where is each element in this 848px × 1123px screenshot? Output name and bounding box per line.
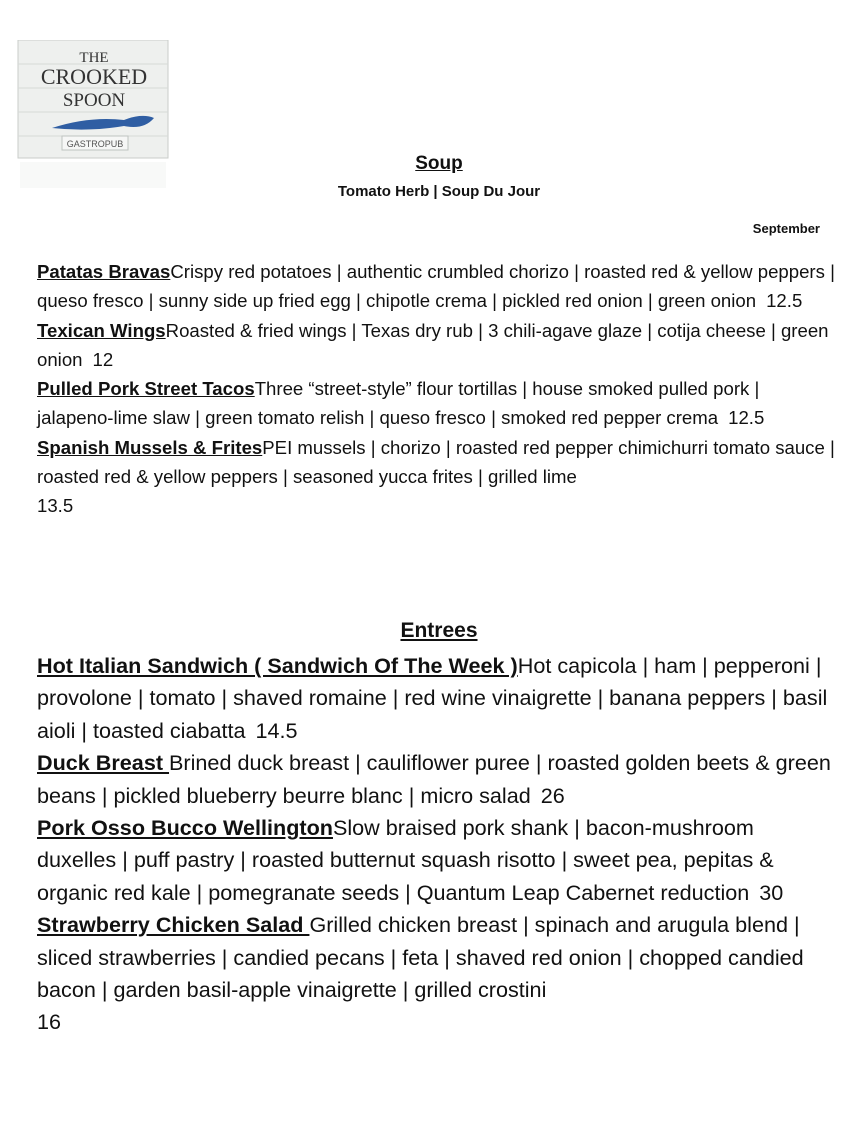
soup-line: Tomato Herb | Soup Du Jour	[337, 183, 541, 200]
item-description: Three “street-style” flour tortillas | house smoked pulled pork | jalapeno-lime slaw | green tomato relish | queso fresco | smoked red pepper crema	[37, 378, 760, 429]
menu-item	[37, 433, 837, 521]
item-name: Texican Wings	[37, 319, 166, 341]
appetizer-list	[37, 257, 837, 521]
item-description: PEI mussels | chorizo | roasted red pepper chimichurri tomato sauce | roasted red & yellow peppers | seasoned yucca frites | grilled lime	[37, 436, 835, 488]
logo-line-1: THE	[79, 50, 109, 66]
item-price: 30	[759, 879, 784, 905]
menu-item	[37, 316, 837, 375]
item-price: 12	[92, 348, 114, 370]
item-description: Grilled chicken breast | spinach and arugula blend | sliced strawberries | candied pecans | feta | shaved red onion | chopped candied bacon | garden basil-apple vinaigrette | grilled crostini	[37, 912, 804, 1003]
menu-month: September	[752, 221, 820, 236]
menu-item	[37, 257, 837, 316]
item-name: Patatas Bravas	[37, 261, 171, 282]
soup-heading: Soup	[415, 153, 463, 174]
menu-item	[37, 650, 837, 747]
item-description: Crispy red potatoes | authentic crumbled chorizo | roasted red & yellow peppers | queso fresco | sunny side up fried egg | chipotle crema | pickled red onion | green onion	[37, 261, 835, 312]
menu-item	[37, 812, 837, 909]
item-price: 14.5	[255, 717, 298, 743]
item-name: Pulled Pork Street Tacos	[37, 378, 255, 400]
item-price: 12.5	[728, 407, 765, 429]
item-description: Roasted & fried wings | Texas dry rub | 3 chili-agave glaze | cotija cheese | green onion	[37, 319, 829, 370]
item-description: Hot capicola | ham | pepperoni | provolone | tomato | shaved romaine | red wine vinaigrette | banana peppers | basil aioli | toasted ciabatta	[37, 653, 828, 743]
item-price: 26	[540, 782, 565, 808]
item-price: 12.5	[766, 290, 803, 312]
item-name: Spanish Mussels & Frites	[37, 436, 263, 458]
logo-line-2: CROOKED	[40, 64, 148, 89]
item-name: Pork Osso Bucco Wellington	[37, 815, 333, 841]
item-name: Strawberry Chicken Salad	[37, 912, 310, 938]
item-price: 13.5	[37, 495, 74, 517]
item-price: 16	[37, 1009, 62, 1035]
item-description: Brined duck breast | cauliflower puree | roasted golden beets & green beans | pickled blueberry beurre blanc | micro salad	[37, 750, 831, 808]
entree-list	[37, 650, 837, 1039]
item-name: Hot Italian Sandwich ( Sandwich Of The Week )	[37, 653, 518, 678]
menu-item	[37, 374, 837, 433]
item-description: Slow braised pork shank | bacon-mushroom duxelles | puff pastry | roasted butternut squash risotto | sweet pea, pepitas & organic red kale | pomegranate seeds | Quantum Leap Cabernet reduction	[37, 815, 774, 905]
item-name: Duck Breast	[37, 750, 170, 776]
menu-item	[37, 747, 837, 812]
logo-tagline: GASTROPUB	[66, 139, 124, 149]
logo-line-3: SPOON	[62, 90, 126, 111]
menu-item	[37, 909, 837, 1039]
entrees-heading: Entrees	[400, 619, 478, 642]
